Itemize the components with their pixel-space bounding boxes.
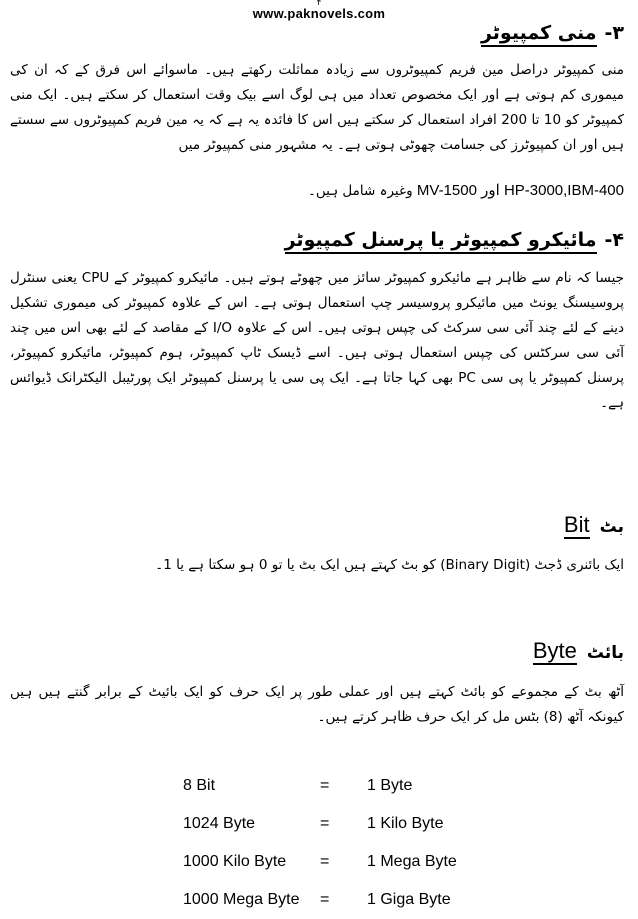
site-url: www.paknovels.com (252, 6, 386, 21)
conversion-to: 1 Byte (367, 777, 413, 794)
section-title: منی کمپیوٹر (481, 22, 597, 47)
conversion-row (183, 805, 457, 843)
definition-text: آٹھ بٹ کے مجموعے کو بائٹ کہتے ہیں اور عملی طور پر ایک حرف کو ایک بائیٹ کے برابر گنتے ہیں ہیں کیونکہ آٹھ (8) بٹس مل کر ایک حرف ظاہر کرتے ہیں۔ (10, 684, 624, 725)
conversion-from: 1000 Mega Byte (183, 891, 300, 908)
section-title: مائیکرو کمپیوٹر یا پرسنل کمپیوٹر (285, 229, 597, 254)
paragraph-text: جیسا کہ نام سے ظاہر ہے مائیکرو کمپیوٹر سائز میں چھوٹے ہوتے ہیں۔ مائیکرو کمپیوٹر کے CPU یعنی سنٹرل پروسیسنگ یونٹ میں مائیکرو پروسیسر چپ استعمال ہوتی ہے۔ اس کے علاوہ کمپیوٹر کی میموری تشکیل دینے کے لئے چند آئی سی سرکٹ کی چپس ہوتی ہیں۔ اس کے علاوہ I/O کے مقاصد کے لئے بھی اس میں چند آئی سی سرکٹس کی چپس استعمال ہوتی ہیں۔ اسے ڈیسک ٹاپ کمپیوٹر، ہوم کمپیوٹر، مائیکرو کمپیوٹر، پرسنل کمپیوٹر یا پی سی PC بھی کہا جاتا ہے۔ ایک پی سی یا پرسنل کمپیوٹر ایک پورٹیبل الیکٹرانک ڈیوائس ہے۔ (10, 270, 624, 411)
conversion-equals: = (320, 853, 330, 870)
page-number: ۴ (316, 0, 322, 8)
definition-text: ایک بائنری ڈجٹ (Binary Digit) کو بٹ کہتے ہیں ایک بٹ یا تو 0 ہو سکتا ہے یا 1۔ (155, 557, 624, 573)
term-urdu: بٹ (599, 517, 624, 537)
term-definition-bit (10, 553, 624, 578)
term-urdu: بائٹ (586, 643, 624, 663)
conversion-from: 8 Bit (183, 777, 216, 794)
term-english: Byte (532, 638, 577, 663)
conversion-row (183, 881, 457, 919)
unit-conversion-table (183, 767, 457, 919)
conversion-equals: = (320, 777, 330, 794)
section-number: ۳- (604, 22, 624, 44)
term-definition-byte (10, 680, 624, 730)
mini-computer-models-line (10, 178, 624, 204)
conversion-from: 1024 Byte (183, 815, 256, 832)
section-number: ۴- (604, 229, 624, 251)
conversion-equals: = (320, 815, 330, 832)
conversion-equals: = (320, 891, 330, 908)
term-english: Bit (563, 512, 590, 537)
conversion-from: 1000 Kilo Byte (183, 853, 287, 870)
section-paragraph-mini-computer (10, 58, 624, 158)
conversion-row (183, 843, 457, 881)
conversion-to: 1 Kilo Byte (367, 815, 444, 832)
paragraph-text: منی کمپیوٹر دراصل مین فریم کمپیوٹروں سے زیادہ مماثلت رکھتے ہیں۔ ماسوائے اس فرق کے کہ ان کی میموری کم ہوتی ہے اور ایک مخصوص تعداد میں ہی لوگ اسے بیک وقت استعمال کر سکتے ہیں۔ ایک منی کمپیوٹر کو 10 تا 200 افراد استعمال کر سکتے ہیں اس کا فائدہ یہ ہے کہ یہ مین فریم کمپیوٹروں سے سستے ہیں اور ان کمپیوٹرز کی جسامت چھوٹی ہوتی ہے۔ یہ مشہور منی کمپیوٹر میں (10, 62, 625, 153)
term-heading-bit (564, 512, 624, 538)
models-suffix: وغیرہ شامل ہیں۔ (307, 183, 413, 199)
section-paragraph-micro-computer (10, 266, 624, 416)
conversion-to: 1 Mega Byte (367, 853, 457, 870)
section-heading-micro-computer (285, 229, 624, 251)
conversion-to: 1 Giga Byte (367, 891, 451, 908)
models-list: HP-3000,IBM-400 اور MV-1500 (416, 182, 624, 199)
conversion-row (183, 767, 457, 805)
term-heading-byte (533, 638, 624, 664)
section-heading-mini-computer (481, 22, 624, 44)
